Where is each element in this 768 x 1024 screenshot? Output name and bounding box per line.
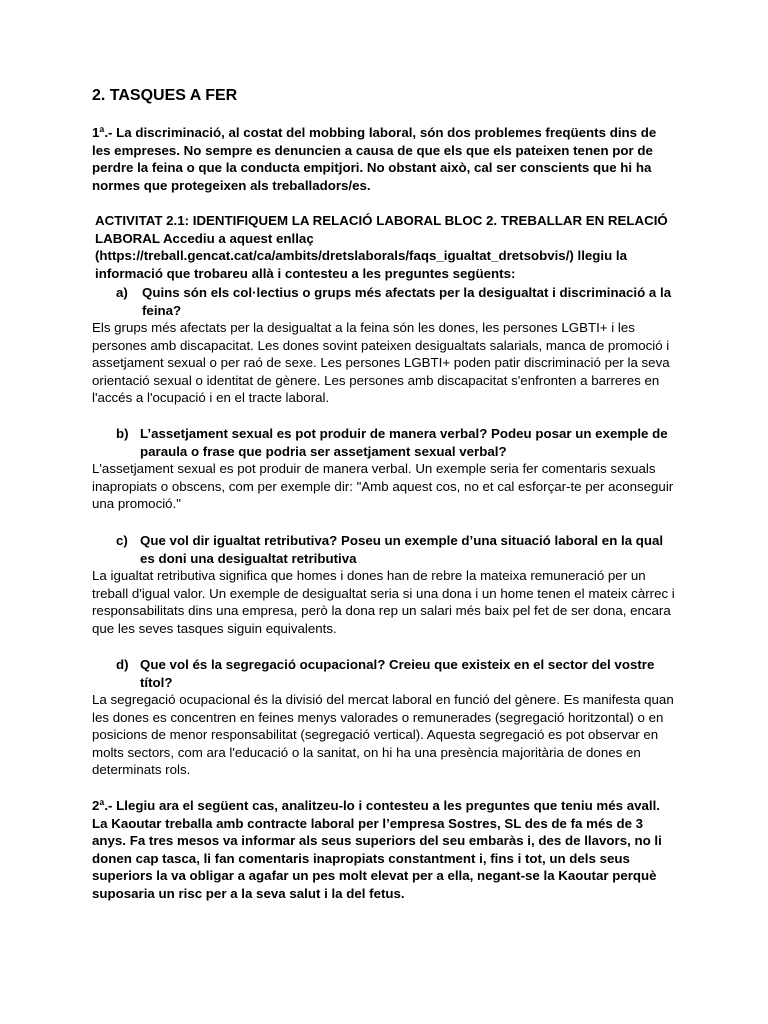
question-letter: d) [116,657,129,672]
question-a [92,284,676,319]
answer-a: Els grups més afectats per la desigualtat a la feina són les dones, les persones LGBTI+ i les persones amb discapacitat. Les dones sovint pateixen desigualtats salarials, manca de promoció i assetjament sexual o per raó de sexe. Les persones LGBTI+ poden patir discriminació per la seva orientació sexual o identitat de gènere. Les persones amb discapacitat s'enfronten a barreres en l'accés a l'ocupació i en el tracte laboral. [92,320,670,406]
intro-paragraph: 1ª.- La discriminació, al costat del mobbing laboral, són dos problemes freqüents dins de les empreses. No sempre es denuncien a causa de que els que els pateixen tenen por de perdre la feina o que la conducta empitjori. No obstant això, cal ser conscients que hi ha normes que protegeixen als treballadors/es. [92,125,657,193]
question-text: Que vol dir igualtat retributiva? Poseu un exemple d’una situació laboral en la qual es doni una desigualtat retributiva [140,533,664,566]
question-d [92,656,676,691]
answer-b: L'assetjament sexual es pot produir de manera verbal. Un exemple seria fer comentaris sexuals inapropiats o obscens, com per exemple dir: "Amb aquest cos, no et cal esforçar-te per aconseguir una promoció." [92,461,674,512]
answer-d: La segregació ocupacional és la divisió del mercat laboral en funció del gènere. Es manifesta quan les dones es concentren en feines menys valorades o remunerades (segregació horitzontal) o en posicions de menor responsabilitat (segregació vertical). Aquesta segregació es pot observar en molts sectors, com ara l'educació o la sanitat, on hi ha una presència majoritària de dones en determinats rols. [92,692,674,778]
question-letter: c) [116,533,128,548]
section-heading: 2. TASQUES A FER [92,87,238,104]
question-text: Que vol és la segregació ocupacional? Creieu que existeix en el sector del vostre títol? [140,657,655,690]
question-letter: b) [116,426,129,441]
question-c [92,532,676,567]
activity-paragraph: ACTIVITAT 2.1: IDENTIFIQUEM LA RELACIÓ LABORAL BLOC 2. TREBALLAR EN RELACIÓ LABORAL Accediu a aquest enllaç (https://treball.gencat.cat/ca/ambits/dretslaborals/faqs_igualtat_dretsobvis/) llegiu la informació que trobareu allà i contesteu a les preguntes següents: [95,213,668,281]
question-letter: a) [116,285,128,300]
answer-c: La igualtat retributiva significa que homes i dones han de rebre la mateixa remuneració per un treball d'igual valor. Un exemple de desigualtat seria si una dona i un home tenen el mateix càrrec i responsabilitats dins una empresa, però la dona rep un salari més baix pel fet de ser dona, encara que les seves tasques siguin equivalents. [92,568,675,636]
question-text: L’assetjament sexual es pot produir de manera verbal? Podeu posar un exemple de paraula o frase que podria ser assetjament sexual verbal? [140,426,668,459]
case-paragraph: 2ª.- Llegiu ara el següent cas, analitzeu-lo i contesteu a les preguntes que teniu més avall. La Kaoutar treballa amb contracte laboral per l’empresa Sostres, SL des de fa més de 3 anys. Fa tres mesos va informar als seus superiors del seu embaràs i, des de llavors, no li donen cap tasca, li fan comentaris inapropiats constantment i, fins i tot, un dels seus superiors la va obligar a agafar un pes molt elevat per a ella, negant-se la Kaoutar perquè suposaria un risc per a la seva salut i la del fetus. [92,798,662,901]
question-text: Quins són els col·lectius o grups més afectats per la desigualtat i discriminació a la feina? [142,285,672,318]
question-b [92,425,676,460]
